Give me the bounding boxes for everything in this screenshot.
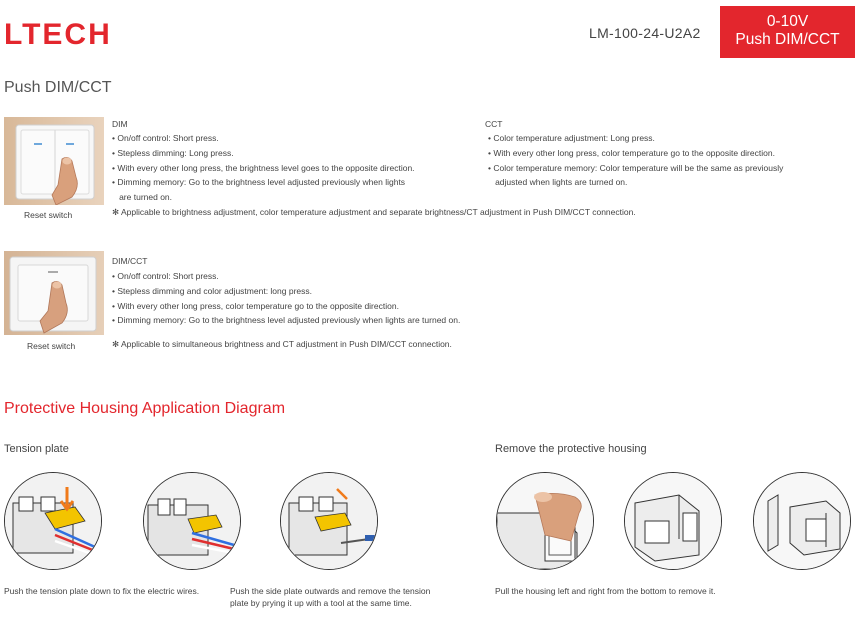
dim-bullets (112, 131, 415, 205)
diagram-pull-housing-finger (496, 472, 594, 570)
cct-title: CCT (485, 119, 503, 129)
single-switch-illustration (4, 251, 104, 335)
housing-diagram-2 (625, 473, 721, 569)
diagram-tension-terminal (143, 472, 241, 570)
single-switch-photo (4, 251, 104, 335)
caption-push-down: Push the tension plate down to fix the electric wires. (4, 586, 200, 596)
mode-badge-line2: Push DIM/CCT (735, 31, 840, 48)
list-item: • Color temperature memory: Color temperature will be the same as previously (488, 162, 784, 173)
list-item: • With every other long press, color temperature go to the opposite direction. (112, 300, 399, 311)
cct-bullets (488, 131, 783, 190)
diagram-housing-lifted (624, 472, 722, 570)
brand-logo: LTECH (4, 18, 112, 51)
double-switch-illustration (4, 117, 104, 205)
list-item: • Dimming memory: Go to the brightness level adjusted previously when lights are turned on. (112, 315, 461, 326)
note-applicable-2: ✻ Applicable to simultaneous brightness and CT adjustment in Push DIM/CCT connection. (112, 339, 452, 349)
section-title-housing: Protective Housing Application Diagram (4, 400, 286, 417)
housing-diagram-3 (754, 473, 850, 569)
diagram-housing-removed (753, 472, 851, 570)
remove-housing-title: Remove the protective housing (495, 443, 647, 455)
list-item: are turned on. (112, 192, 173, 203)
list-item: • Dimming memory: Go to the brightness level adjusted previously when lights (112, 177, 406, 188)
list-item: • On/off control: Short press. (112, 133, 219, 143)
switch-caption-2: Reset switch (27, 341, 76, 351)
section-title-push: Push DIM/CCT (4, 79, 112, 96)
diagram-tension-push-down (4, 472, 102, 570)
terminal-diagram-3 (281, 473, 377, 569)
list-item: • On/off control: Short press. (112, 271, 219, 281)
caption-side-plate-line2: plate by prying it up with a tool at the same time. (230, 598, 412, 608)
list-item: adjusted when lights are turned on. (488, 177, 628, 188)
dimcct-bullets (112, 269, 460, 328)
terminal-diagram-2 (144, 473, 240, 569)
housing-diagram-1 (497, 473, 593, 569)
list-item: • Color temperature adjustment: Long press. (488, 133, 655, 143)
list-item: • With every other long press, color temperature go to the opposite direction. (488, 147, 775, 158)
caption-side-plate-line1: Push the side plate outwards and remove the tension (230, 586, 431, 596)
list-item: • Stepless dimming: Long press. (112, 147, 234, 158)
mode-badge-line1: 0-10V (766, 13, 809, 30)
list-item: • Stepless dimming and color adjustment: long press. (112, 285, 312, 296)
terminal-diagram-1 (5, 473, 101, 569)
model-number: LM-100-24-U2A2 (589, 25, 701, 41)
switch-caption-1: Reset switch (24, 210, 73, 220)
caption-pull-housing: Pull the housing left and right from the bottom to remove it. (495, 586, 716, 596)
dim-title: DIM (112, 119, 128, 129)
list-item: • With every other long press, the brightness level goes to the opposite direction. (112, 162, 415, 173)
tension-plate-title: Tension plate (4, 443, 69, 455)
diagram-side-plate-tool (280, 472, 378, 570)
mode-badge (720, 6, 855, 58)
double-switch-photo (4, 117, 104, 205)
note-applicable-1: ✻ Applicable to brightness adjustment, color temperature adjustment and separate brightness/CT adjustment in Push DIM/CCT connection. (112, 207, 636, 217)
dimcct-title: DIM/CCT (112, 256, 148, 266)
